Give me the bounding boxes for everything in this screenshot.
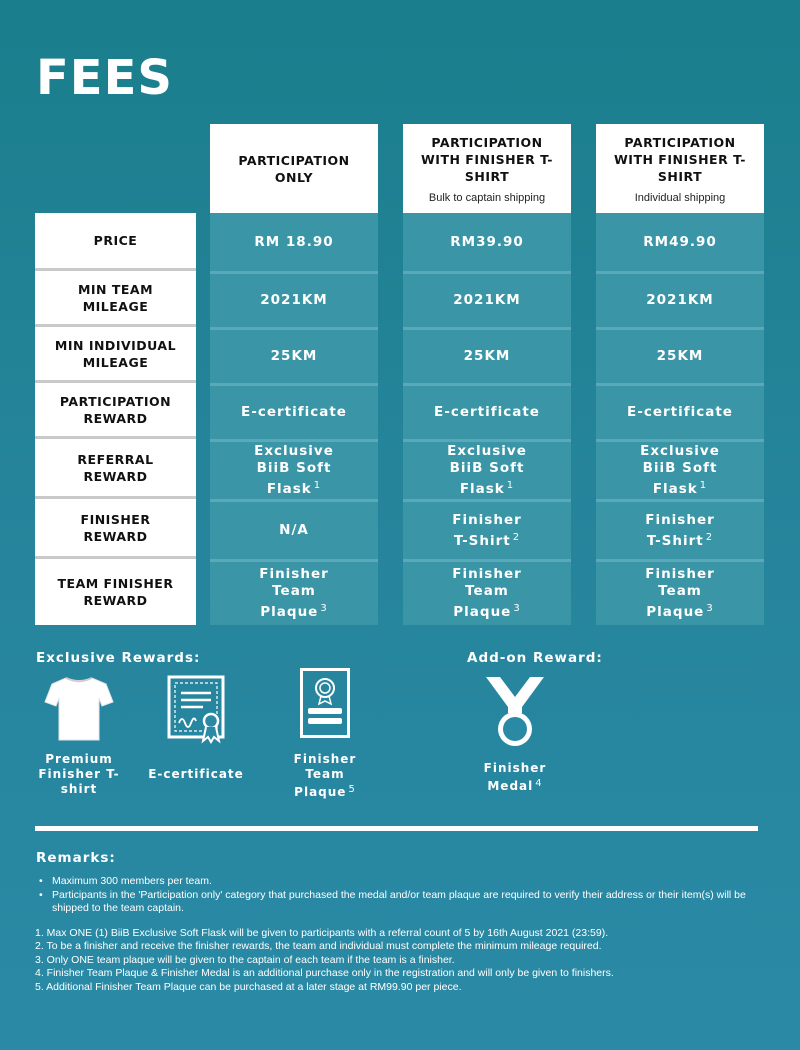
- footnote-item: 1. Max ONE (1) BiiB Exclusive Soft Flask will be given to participants with a referral count of 5 by 16th August 2021 (23:59).: [35, 927, 609, 939]
- footnote-ref: 2: [705, 531, 714, 543]
- footnote-item: 4. Finisher Team Plaque & Finisher Medal is an additional purchase only in the registration and will only be given to finishers.: [35, 967, 614, 980]
- footnote-item: 5. Additional Finisher Team Plaque can be purchased at a later stage at RM99.90 per piece.: [35, 980, 462, 993]
- row-label-min-team-mileage: MIN TEAM MILEAGE: [35, 271, 196, 327]
- referral-reward-text: Exclusive BiiB Soft Flask: [254, 443, 334, 497]
- exclusive-rewards-heading: Exclusive Rewards:: [36, 650, 201, 666]
- column-header-bulk-shipping: [403, 124, 571, 213]
- participation-reward-cell: E-certificate: [403, 383, 571, 439]
- team-plaque-icon: [300, 668, 350, 738]
- footnote-ref: 1: [313, 480, 322, 491]
- team-mileage-cell: 2021KM: [596, 271, 764, 327]
- referral-reward-cell: [596, 439, 764, 499]
- addon-reward-heading: Add-on Reward:: [467, 650, 603, 666]
- medal-icon: [484, 675, 546, 749]
- referral-reward-text: Exclusive BiiB Soft Flask: [640, 443, 720, 497]
- footnotes: [35, 927, 765, 994]
- column-subheading: Bulk to captain shipping: [428, 191, 546, 204]
- footnote-ref: 2: [512, 531, 521, 543]
- footnote-ref: 3: [706, 603, 714, 614]
- row-label-min-individual-mileage: MIN INDIVIDUAL MILEAGE: [35, 327, 196, 383]
- column-heading: PARTICIPATION WITH FINISHER T-SHIRT: [614, 134, 746, 184]
- row-label-referral-reward: REFERRAL REWARD: [35, 439, 196, 499]
- finisher-medal-label: [470, 761, 560, 794]
- footnote-ref: 1: [699, 480, 708, 491]
- row-label-finisher-reward: FINISHER REWARD: [35, 499, 196, 559]
- finisher-reward-cell: N/A: [210, 499, 378, 559]
- individual-mileage-cell: 25KM: [403, 327, 571, 383]
- remarks-heading: Remarks:: [36, 850, 116, 866]
- certificate-icon: [167, 675, 225, 745]
- individual-mileage-cell: 25KM: [210, 327, 378, 383]
- column-subheading: Individual shipping: [634, 191, 726, 204]
- footnote-item: 3. Only ONE team plaque will be given to the captain of each team if the team is a finisher.: [35, 953, 455, 966]
- team-finisher-reward-text: Finisher Team Plaque: [452, 566, 522, 620]
- ecertificate-label: E-certificate: [148, 767, 244, 781]
- footnote-ref: 4: [535, 778, 543, 789]
- team-plaque-text: Finisher Team Plaque: [293, 752, 357, 799]
- finisher-reward-cell: [596, 499, 764, 559]
- price-cell: RM39.90: [403, 213, 571, 271]
- referral-reward-text: Exclusive BiiB Soft Flask: [447, 443, 527, 497]
- team-mileage-cell: 2021KM: [403, 271, 571, 327]
- price-cell: RM49.90: [596, 213, 764, 271]
- individual-mileage-cell: 25KM: [596, 327, 764, 383]
- row-label-participation-reward: PARTICIPATION REWARD: [35, 383, 196, 439]
- team-plaque-label: [284, 752, 366, 800]
- footnote-ref: 3: [320, 603, 328, 614]
- tshirt-icon: [44, 674, 114, 744]
- team-finisher-reward-text: Finisher Team Plaque: [259, 566, 329, 620]
- column-heading: PARTICIPATION ONLY: [238, 152, 350, 185]
- finisher-reward-text: Finisher T-Shirt: [645, 511, 715, 549]
- finisher-reward-text: Finisher T-Shirt: [452, 511, 522, 549]
- team-finisher-reward-cell: [596, 559, 764, 625]
- row-label-price: PRICE: [35, 213, 196, 271]
- footnote-ref: 3: [513, 603, 521, 614]
- footnote-item: 2. To be a finisher and receive the finisher rewards, the team and individual must complete the minimum mileage required.: [35, 940, 602, 953]
- finisher-reward-cell: [403, 499, 571, 559]
- section-divider: [35, 826, 758, 831]
- referral-reward-cell: [210, 439, 378, 499]
- column-header-participation-only: [210, 124, 378, 213]
- participation-reward-cell: E-certificate: [210, 383, 378, 439]
- premium-tshirt-label: Premium Finisher T-shirt: [38, 752, 120, 796]
- column-heading: PARTICIPATION WITH FINISHER T-SHIRT: [421, 134, 553, 184]
- remarks-bullets: [52, 875, 752, 916]
- team-mileage-cell: 2021KM: [210, 271, 378, 327]
- team-finisher-reward-cell: [403, 559, 571, 625]
- row-label-team-finisher-reward: TEAM FINISHER REWARD: [35, 559, 196, 625]
- team-finisher-reward-text: Finisher Team Plaque: [645, 566, 715, 620]
- footnote-ref: 1: [506, 480, 515, 491]
- page-title: FEES: [36, 50, 173, 106]
- referral-reward-cell: [403, 439, 571, 499]
- column-header-individual-shipping: [596, 124, 764, 213]
- finisher-medal-text: Finisher Medal: [483, 761, 547, 793]
- participation-reward-cell: E-certificate: [596, 383, 764, 439]
- remark-item: • Participants in the 'Participation only' category that purchased the medal and/or team plaque are required to verify their address or their item(s) will be shipped to the team captain.: [52, 889, 752, 916]
- remark-item: • Maximum 300 members per team.: [52, 875, 752, 889]
- footnote-ref: 5: [348, 784, 356, 795]
- price-cell: RM 18.90: [210, 213, 378, 271]
- team-finisher-reward-cell: [210, 559, 378, 625]
